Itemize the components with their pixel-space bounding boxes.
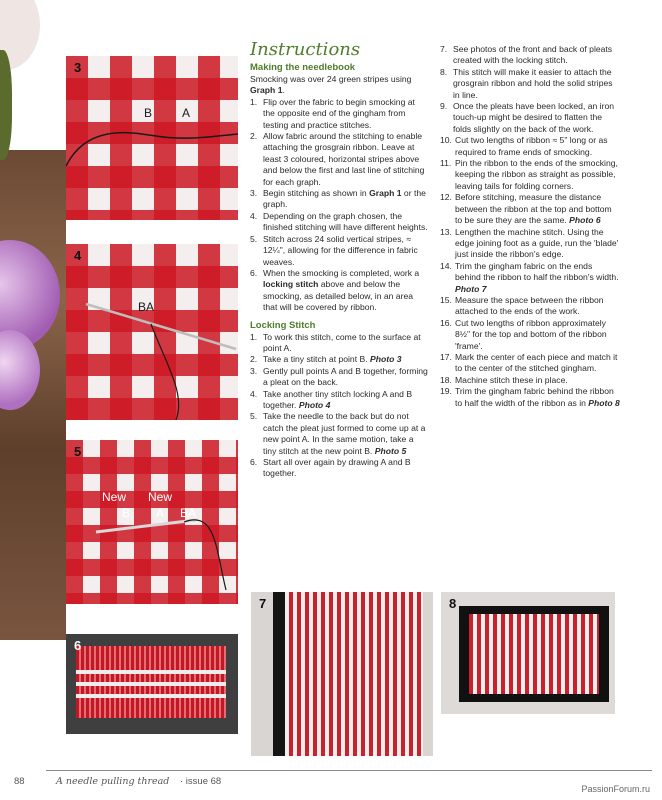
photo-number: 5 bbox=[74, 444, 82, 459]
photo-3 bbox=[66, 56, 238, 220]
locking-stitch-heading: Locking Stitch bbox=[250, 319, 316, 331]
making-steps-list bbox=[250, 97, 428, 314]
point-label-b: B bbox=[144, 106, 153, 120]
photo-7 bbox=[251, 592, 433, 756]
list-item: 6. Start all over again by drawing A and B together. bbox=[250, 457, 411, 479]
photo-4 bbox=[66, 244, 238, 420]
list-item: 12. Before stitching, measure the distance between the ribbon at the top and bottom to be sure they are the same. Photo 6 bbox=[440, 192, 612, 226]
smocked-fabric bbox=[273, 592, 423, 756]
list-item: 1. Flip over the fabric to begin smocking at the opposite end of the gingham from testing and practice stitches. bbox=[250, 96, 415, 130]
point-label-new: New bbox=[102, 490, 127, 504]
point-label-ba: BA bbox=[138, 300, 155, 314]
list-item: 3. Begin stitching as shown in Graph 1 or the graph. bbox=[250, 188, 426, 210]
photo-number: 6 bbox=[74, 638, 82, 653]
list-item: 6. When the smocking is completed, work a locking stitch above and below the smocking, as detailed below, in an area that will be covered by ribbon. bbox=[250, 267, 420, 313]
right-column bbox=[440, 44, 620, 409]
thread-line bbox=[66, 56, 238, 220]
stripe bbox=[76, 670, 226, 674]
list-item: 2. Allow fabric around the stitching to enable attaching the grosgrain ribbon. Leave at least 3 coloured, horizontal stripes above and below the first and last line of stitching for each graph. bbox=[250, 131, 425, 187]
needle bbox=[66, 244, 238, 420]
point-label-new: New bbox=[148, 490, 173, 504]
intro-paragraph: Smocking was over 24 green stripes using Graph 1. bbox=[250, 74, 412, 96]
list-item: 1. To work this stitch, come to the surface at point A. bbox=[250, 331, 421, 353]
list-item: 4. Depending on the graph chosen, the finished stitching will have different heights. bbox=[250, 210, 428, 233]
list-item: 14. Trim the gingham fabric on the ends behind the ribbon to half the ribbon's width. Photo 7 bbox=[440, 260, 619, 294]
stripe bbox=[76, 694, 226, 698]
list-item: 13. Lengthen the machine stitch. Using the edge joining foot as a guide, run the 'blade' just inside the ribbon's edge. bbox=[440, 226, 619, 260]
footer-divider bbox=[46, 770, 652, 771]
page-number: 88 bbox=[14, 776, 25, 787]
ribbon bbox=[273, 592, 285, 756]
point-label-b: B bbox=[122, 506, 131, 520]
list-item: 8. This stitch will make it easier to attach the grosgrain ribbon and hold the solid stripes in line. bbox=[440, 66, 613, 100]
issue-number: · issue 68 bbox=[180, 776, 222, 787]
photo-8 bbox=[441, 592, 615, 714]
list-item: 4. Take another tiny stitch locking A and B together. Photo 4 bbox=[250, 388, 413, 410]
list-item: 7. See photos of the front and back of pleats created with the locking stitch. bbox=[440, 44, 613, 66]
list-item: 5. Take the needle to the back but do not catch the pleat just formed to come up at a new point A. In the same motion, take a tiny stitch at the new point B. Photo 5 bbox=[250, 411, 426, 456]
list-item: 16. Cut two lengths of ribbon approximately 8½" for the top and bottom of the ribbon 'frame'. bbox=[440, 317, 607, 351]
point-label-a: A bbox=[156, 506, 165, 520]
list-item: 5. Stitch across 24 solid vertical stripes, ≈ 12¼", allowing for the difference in fabric weaves. bbox=[250, 233, 418, 267]
list-item: 18. Machine stitch these in place. bbox=[440, 374, 568, 385]
point-label-ba: BA bbox=[180, 506, 197, 520]
instructions-heading: Instructions bbox=[250, 39, 361, 60]
photo-5 bbox=[66, 440, 238, 604]
continued-steps-list bbox=[440, 44, 620, 409]
list-item: 2. Take a tiny stitch at point B. Photo 3 bbox=[250, 354, 402, 365]
flower-leaf bbox=[0, 50, 12, 160]
photo-number: 3 bbox=[74, 60, 82, 75]
left-edge-decoration bbox=[0, 0, 66, 640]
photo-number: 8 bbox=[449, 596, 457, 611]
list-item: 10. Cut two lengths of ribbon ≈ 5" long or as required to frame ends of smocking. bbox=[440, 135, 608, 157]
watermark: PassionForum.ru bbox=[581, 784, 650, 794]
list-item: 9. Once the pleats have been locked, an iron touch-up might be desired to flatten the folds slightly on the back of the work. bbox=[440, 101, 615, 134]
photo-number: 4 bbox=[74, 248, 82, 263]
photo-6 bbox=[66, 634, 238, 734]
point-label-a: A bbox=[182, 106, 191, 120]
needle bbox=[66, 440, 238, 604]
locking-steps-list bbox=[250, 332, 428, 480]
list-item: 15. Measure the space between the ribbon attached to the ends of the work. bbox=[440, 294, 604, 317]
middle-column bbox=[250, 40, 428, 480]
list-item: 11. Pin the ribbon to the ends of the smocking, keeping the ribbon as straight as possible, leaving tails for folding corners. bbox=[440, 158, 618, 191]
list-item: 3. Gently pull points A and B together, forming a pleat on the back. bbox=[250, 365, 428, 388]
list-item: 19. Trim the gingham fabric behind the ribbon to half the width of the ribbon as in Photo 8 bbox=[440, 386, 620, 408]
stripe bbox=[76, 682, 226, 686]
smocked-fabric bbox=[469, 614, 599, 694]
magazine-name: A needle pulling thread bbox=[56, 776, 170, 787]
list-item: 17. Mark the center of each piece and match it to the center of the stitched gingham. bbox=[440, 351, 618, 374]
making-needlebook-heading: Making the needlebook bbox=[250, 62, 356, 73]
photo-number: 7 bbox=[259, 596, 267, 611]
